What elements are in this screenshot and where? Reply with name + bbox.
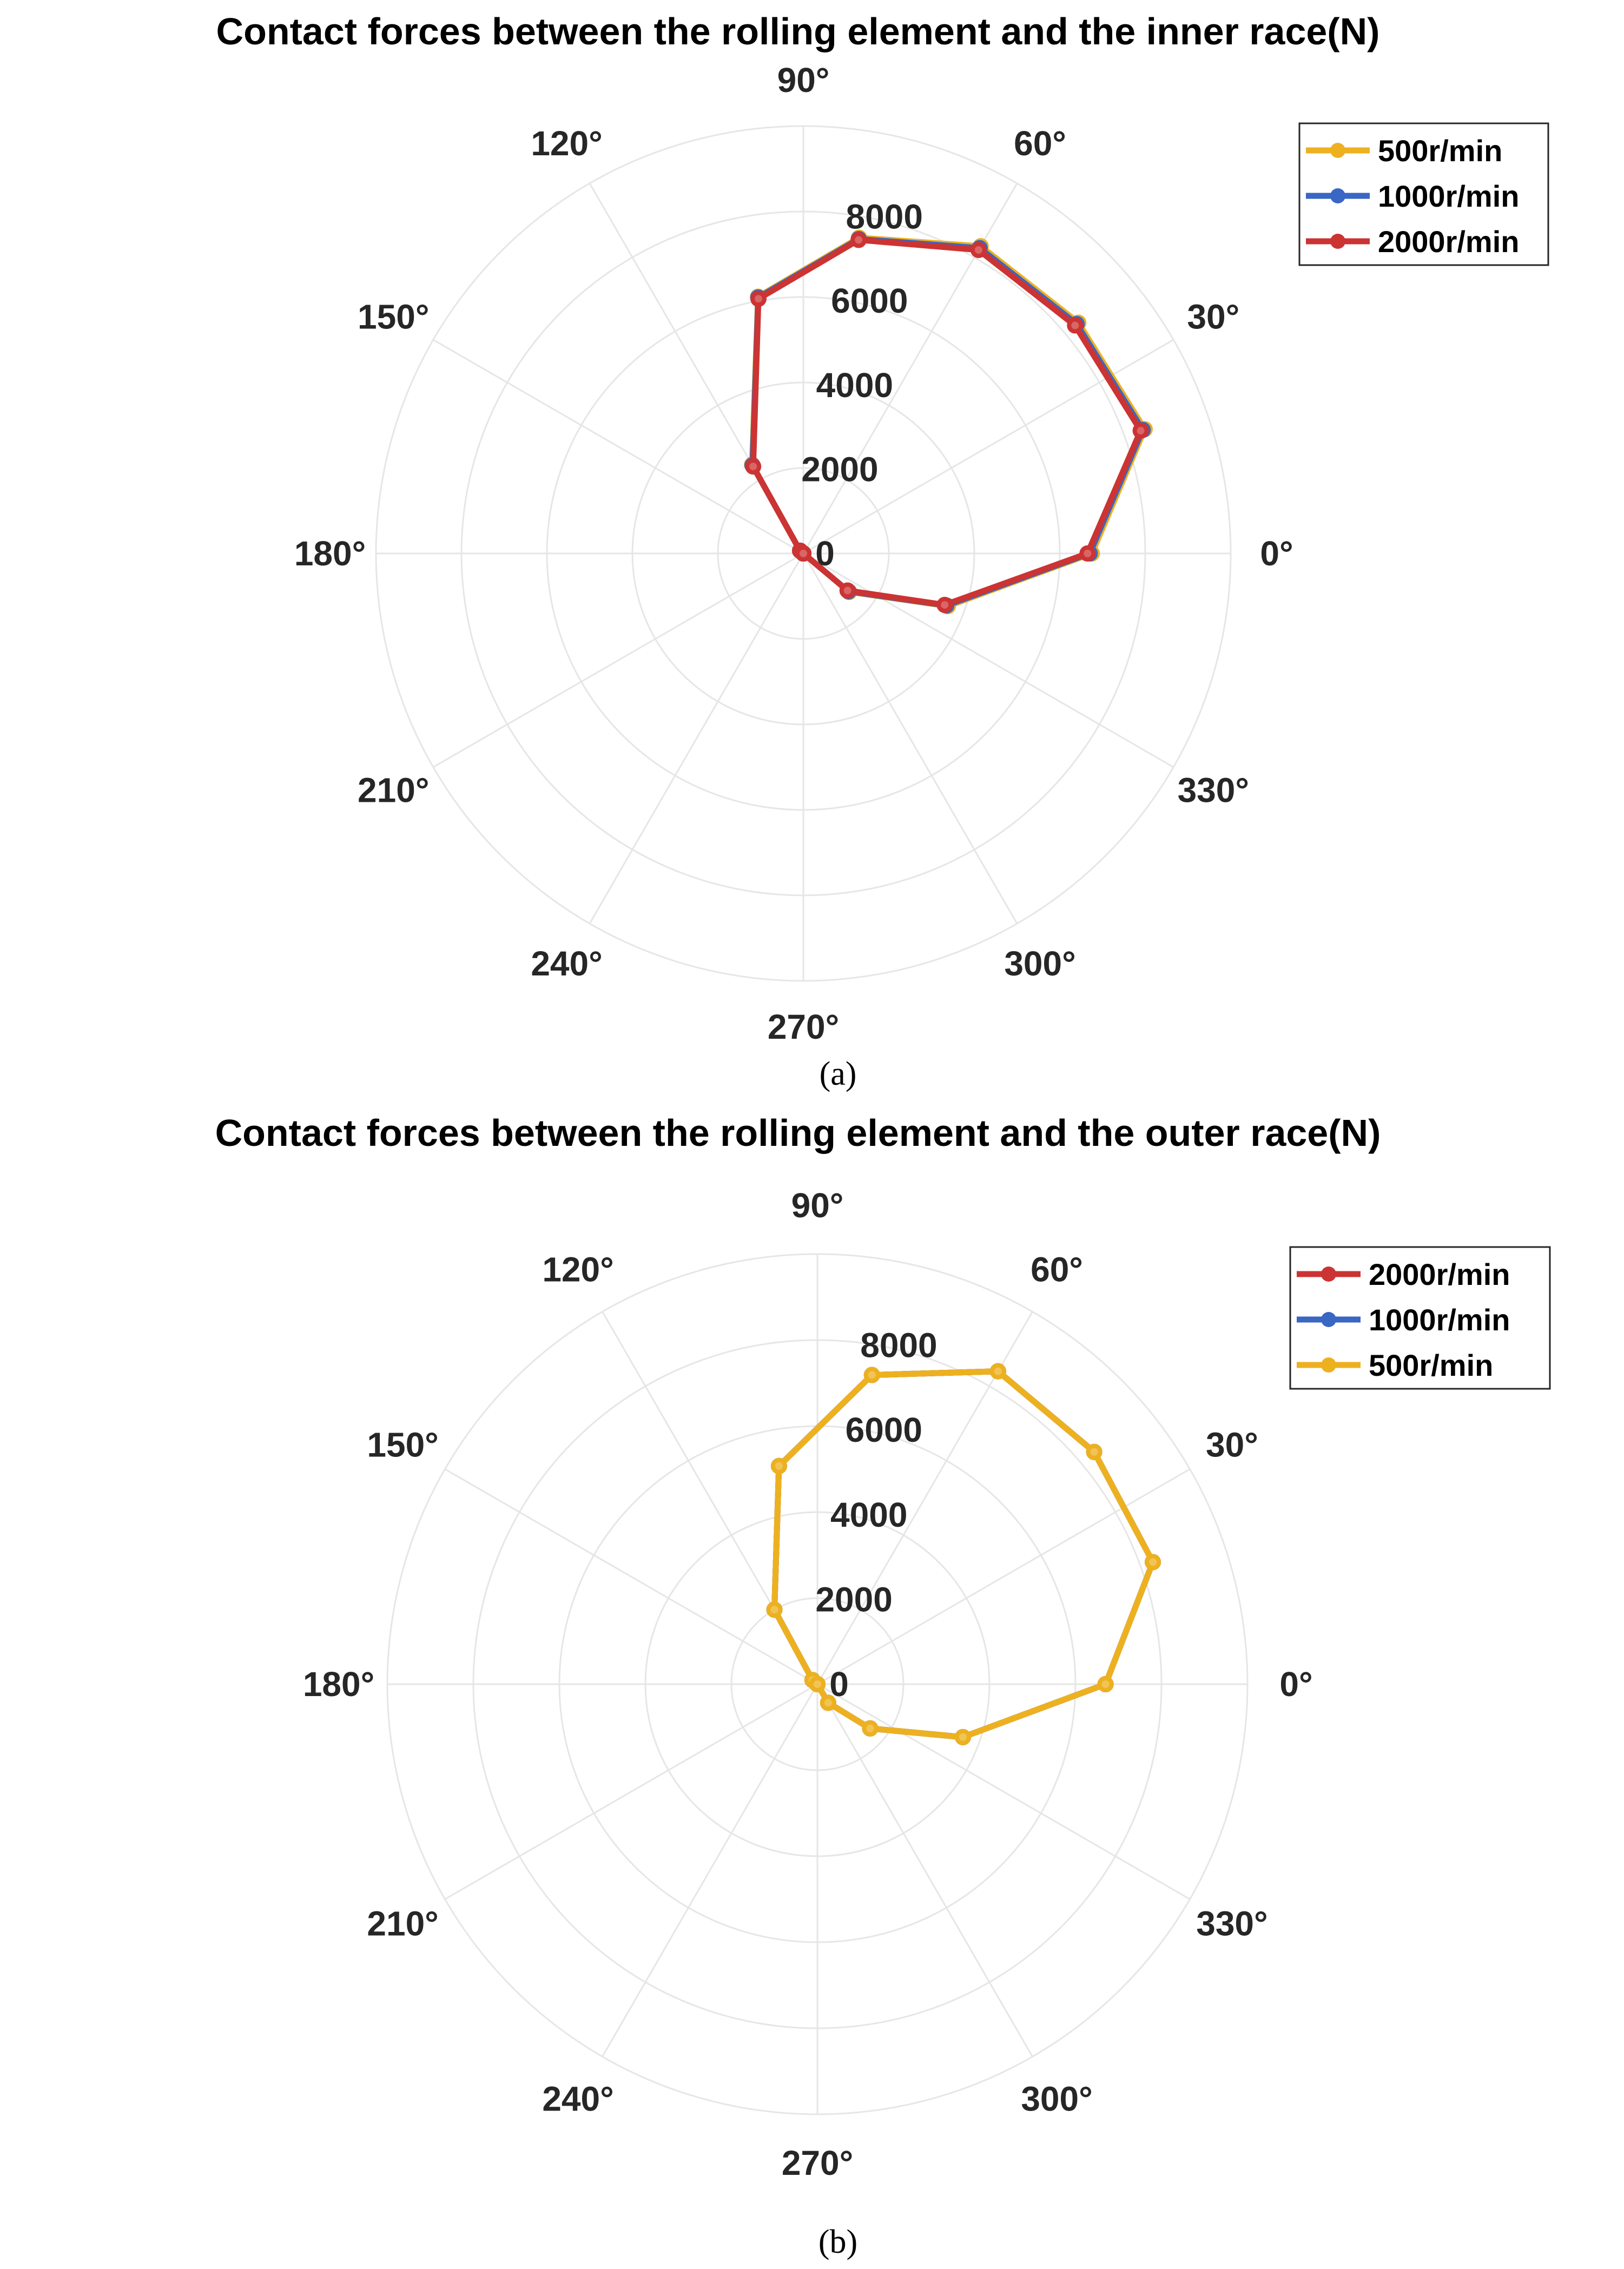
data-point-highlight — [1084, 550, 1091, 557]
theta-tick-label: 300° — [1021, 2079, 1093, 2119]
radial-tick-label: 2000 — [815, 1580, 893, 1619]
data-point-highlight — [844, 587, 851, 595]
data-point-highlight — [868, 1371, 876, 1378]
radial-tick-label: 8000 — [846, 197, 923, 236]
legend-label: 1000r/min — [1369, 1303, 1510, 1337]
polar-chart-outer-race — [215, 1112, 1550, 2260]
theta-tick-label: 60° — [1031, 1250, 1083, 1289]
legend-label: 2000r/min — [1369, 1257, 1510, 1291]
data-point-highlight — [1149, 1558, 1157, 1566]
grid-spoke — [803, 553, 1017, 924]
radial-tick-label: 2000 — [801, 450, 879, 489]
data-point-highlight — [771, 1606, 778, 1613]
series-500r-min — [767, 1364, 1161, 1745]
theta-tick-label: 150° — [367, 1425, 439, 1465]
panel-caption: (a) — [819, 1056, 857, 1092]
theta-tick-label: 30° — [1187, 297, 1240, 337]
grid-spoke — [445, 1469, 817, 1685]
radial-tick-labels — [801, 197, 923, 573]
theta-tick-label: 30° — [1206, 1425, 1258, 1465]
theta-tick-label: 240° — [542, 2079, 614, 2119]
theta-tick-label: 240° — [531, 944, 603, 983]
theta-tick-label: 270° — [781, 2143, 854, 2182]
panel-caption: (b) — [818, 2224, 858, 2260]
data-point-highlight — [959, 1733, 967, 1741]
theta-tick-label: 0° — [1260, 534, 1293, 573]
theta-tick-label: 0° — [1279, 1665, 1313, 1704]
legend-label: 500r/min — [1378, 134, 1503, 168]
radial-tick-label: 0 — [829, 1665, 849, 1704]
legend — [1290, 1247, 1550, 1389]
legend-swatch-marker — [1321, 1357, 1336, 1373]
radial-tick-label: 6000 — [831, 281, 908, 321]
radial-tick-labels — [815, 1326, 937, 1704]
theta-tick-label: 300° — [1004, 944, 1076, 983]
theta-tick-label: 120° — [531, 124, 603, 163]
theta-tick-label: 180° — [302, 1665, 375, 1704]
grid-spoke — [603, 1684, 818, 2056]
radial-tick-label: 8000 — [860, 1325, 938, 1365]
grid-spoke — [433, 340, 803, 553]
chart-title: Contact forces between the rolling element and the inner race(N) — [216, 10, 1380, 52]
legend-label: 2000r/min — [1378, 225, 1520, 259]
series-lines — [744, 230, 1152, 614]
legend-label: 1000r/min — [1378, 179, 1520, 213]
theta-tick-label: 120° — [542, 1250, 614, 1289]
data-point-highlight — [814, 1680, 821, 1688]
grid-spoke — [803, 553, 1173, 767]
legend-label: 500r/min — [1369, 1348, 1494, 1382]
theta-tick-label: 90° — [777, 61, 830, 100]
data-point-highlight — [975, 246, 982, 254]
grid-spoke — [817, 1684, 1190, 1899]
legend-swatch-marker — [1321, 1267, 1336, 1282]
data-point-highlight — [855, 236, 862, 243]
legend-swatch-marker — [1330, 143, 1345, 158]
grid-spoke — [433, 553, 803, 767]
theta-tick-label: 330° — [1177, 770, 1249, 810]
data-point-highlight — [994, 1368, 1002, 1375]
legend-swatch-marker — [1321, 1312, 1336, 1327]
polar-chart-inner-race — [216, 10, 1548, 1092]
theta-tick-label: 180° — [294, 534, 366, 573]
data-point-highlight — [1102, 1680, 1110, 1688]
theta-tick-label: 210° — [367, 1904, 439, 1943]
data-point-highlight — [1071, 322, 1079, 329]
data-point-highlight — [775, 1462, 783, 1470]
legend — [1299, 123, 1548, 265]
grid-spoke — [445, 1684, 817, 1899]
data-point-highlight — [749, 463, 757, 470]
data-point-highlight — [755, 295, 762, 302]
theta-tick-label: 210° — [358, 770, 430, 810]
data-point-highlight — [941, 601, 948, 609]
theta-tick-label: 150° — [358, 297, 430, 337]
grid-spoke — [590, 553, 803, 924]
theta-tick-label: 270° — [767, 1007, 840, 1046]
radial-tick-label: 4000 — [830, 1495, 908, 1534]
data-point-highlight — [866, 1725, 874, 1732]
radial-tick-label: 6000 — [845, 1410, 923, 1450]
series-2000r-min — [745, 232, 1148, 612]
data-point-highlight — [1091, 1448, 1098, 1456]
chart-title: Contact forces between the rolling element and the outer race(N) — [215, 1112, 1381, 1154]
data-point-highlight — [800, 550, 807, 557]
theta-tick-label: 60° — [1014, 124, 1066, 163]
legend-swatch-marker — [1330, 188, 1345, 203]
series-lines — [767, 1364, 1161, 1745]
radial-tick-label: 0 — [815, 534, 835, 573]
legend-swatch-marker — [1330, 234, 1345, 249]
grid-spoke — [817, 1684, 1033, 2056]
radial-tick-label: 4000 — [816, 365, 894, 405]
theta-tick-label: 90° — [791, 1186, 844, 1225]
theta-tick-label: 330° — [1196, 1904, 1268, 1943]
data-point-highlight — [1137, 427, 1145, 434]
